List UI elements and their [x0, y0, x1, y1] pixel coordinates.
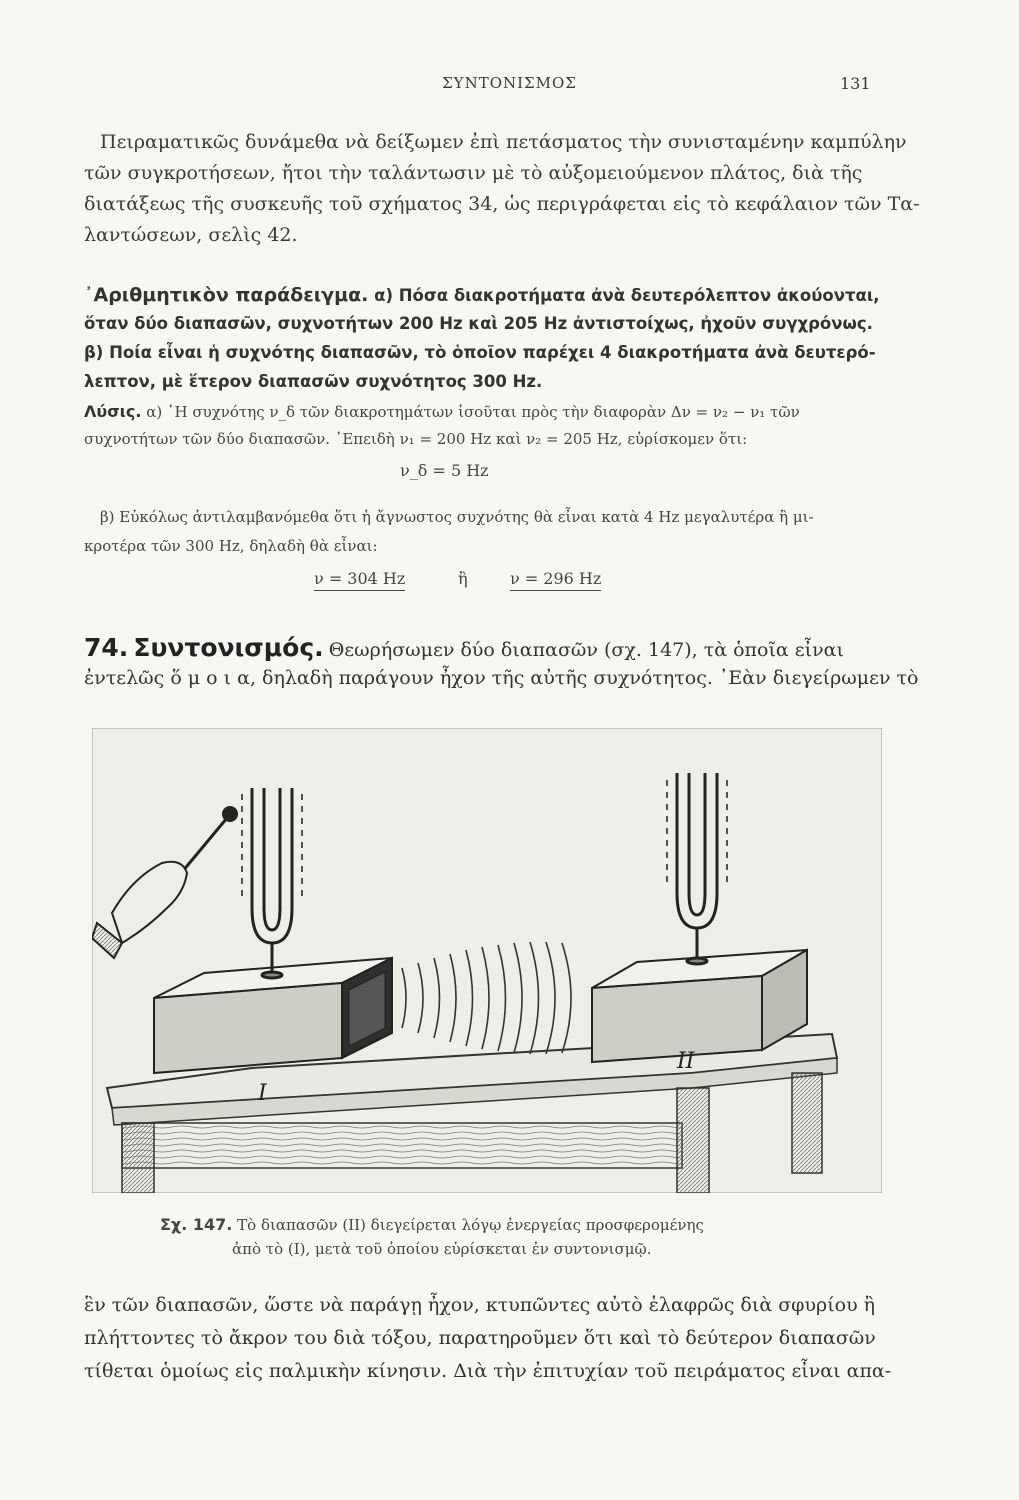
- example-line: ὅταν δύο διαπασῶν, συχνοτήτων 200 Hz καὶ 205 Hz ἀντιστοίχως, ἠχοῦν συγχρόνως.: [84, 314, 873, 333]
- solution-line: συχνοτήτων τῶν δύο διαπασῶν. ᾿Επειδὴ ν₁ = 200 Hz καὶ ν₂ = 205 Hz, εὑρίσκομεν ὅτι:: [84, 430, 748, 448]
- caption-line: ἀπὸ τὸ (Ι), μετὰ τοῦ ὁποίου εὑρίσκεται ἐν συντονισμῷ.: [232, 1240, 652, 1258]
- section-number: 74.: [84, 633, 129, 662]
- example-text: α) Πόσα διακροτήματα ἀνὰ δευτερόλεπτον ἀκούονται,: [374, 286, 880, 305]
- intro-line: Πειραματικῶς δυνάμεθα νὰ δείξωμεν ἐπὶ πετάσματος τὴν συνισταμένην καμπύλην: [100, 131, 907, 153]
- solution-line: β) Εὐκόλως ἀντιλαμβανόμεθα ὅτι ἡ ἄγνωστος συχνότης θὰ εἶναι κατὰ 4 Hz μεγαλυτέρα ἢ μι-: [100, 508, 814, 526]
- solution-text: α) ῾Η συχνότης ν_δ τῶν διακροτημάτων ἰσοῦται πρὸς τὴν διαφορὰν Δν = ν₂ − ν₁ τῶν: [146, 403, 800, 421]
- bottom-line: πλήττοντες τὸ ἄκρον του διὰ τόξου, παρατηροῦμεν ὅτι καὶ τὸ δεύτερον διαπασῶν: [84, 1327, 876, 1349]
- equation-value: ν = 304 Hz: [314, 569, 405, 591]
- caption-text: Τὸ διαπασῶν (ΙΙ) διεγείρεται λόγῳ ἐνεργείας προσφερομένης: [237, 1216, 704, 1234]
- section-text: Θεωρήσωμεν δύο διαπασῶν (σχ. 147), τὰ ὁποῖα εἶναι: [328, 639, 844, 661]
- figure-147: [92, 728, 882, 1193]
- section-line: ἐντελῶς ὅ μ ο ι α, δηλαδὴ παράγουν ἦχον τῆς αὐτῆς συχνότητος. ᾿Εὰν διεγείρωμεν τὸ: [84, 667, 919, 689]
- equation-value: ν = 296 Hz: [510, 569, 601, 591]
- equation-or: ἢ: [458, 569, 468, 588]
- caption-label: Σχ. 147.: [160, 1215, 233, 1234]
- equation-answer-b: [510, 569, 601, 588]
- example-line: β) Ποία εἶναι ἡ συχνότης διαπασῶν, τὸ ὁποῖον παρέχει 4 διακροτήματα ἀνὰ δευτερό-: [84, 343, 876, 362]
- box-label-I: I: [258, 1081, 267, 1106]
- solution-line: κροτέρα τῶν 300 Hz, δηλαδὴ θὰ εἶναι:: [84, 537, 378, 555]
- solution-label: Λύσις.: [84, 402, 142, 421]
- intro-line: λαντώσεων, σελὶς 42.: [84, 224, 298, 246]
- tuning-fork-illustration: [92, 728, 882, 1193]
- example-line: λεπτον, μὲ ἕτερον διαπασῶν συχνότητος 300 Hz.: [84, 372, 543, 391]
- section-heading-line: [84, 633, 881, 662]
- example-line: [84, 281, 884, 310]
- intro-line: διατάξεως τῆς συσκευῆς τοῦ σχήματος 34, ὡς περιγράφεται εἰς τὸ κεφάλαιον τῶν Τα-: [84, 193, 920, 215]
- example-label: ᾿Αριθμητικὸν παράδειγμα.: [84, 284, 369, 306]
- equation-beat-frequency: ν_δ = 5 Hz: [400, 461, 489, 480]
- caption-line: [150, 1213, 850, 1237]
- bottom-line: ἓν τῶν διαπασῶν, ὥστε νὰ παράγῃ ἦχον, κτυπῶντες αὐτὸ ἐλαφρῶς διὰ σφυρίου ἢ: [84, 1294, 876, 1316]
- solution-line: [84, 402, 800, 421]
- page-number: 131: [840, 74, 871, 93]
- intro-line: τῶν συγκροτήσεων, ἤτοι τὴν ταλάντωσιν μὲ τὸ αὐξομειούμενον πλάτος, διὰ τῆς: [84, 162, 863, 184]
- box-label-II: II: [677, 1049, 695, 1074]
- section-title: Συντονισμός.: [133, 633, 324, 662]
- running-title: ΣΥΝΤΟΝΙΣΜΟΣ: [442, 74, 577, 92]
- figure-caption: [150, 1213, 850, 1261]
- equation-answer-a: [314, 569, 405, 588]
- bottom-line: τίθεται ὁμοίως εἰς παλμικὴν κίνησιν. Διὰ τὴν ἐπιτυχίαν τοῦ πειράματος εἶναι απα-: [84, 1360, 892, 1382]
